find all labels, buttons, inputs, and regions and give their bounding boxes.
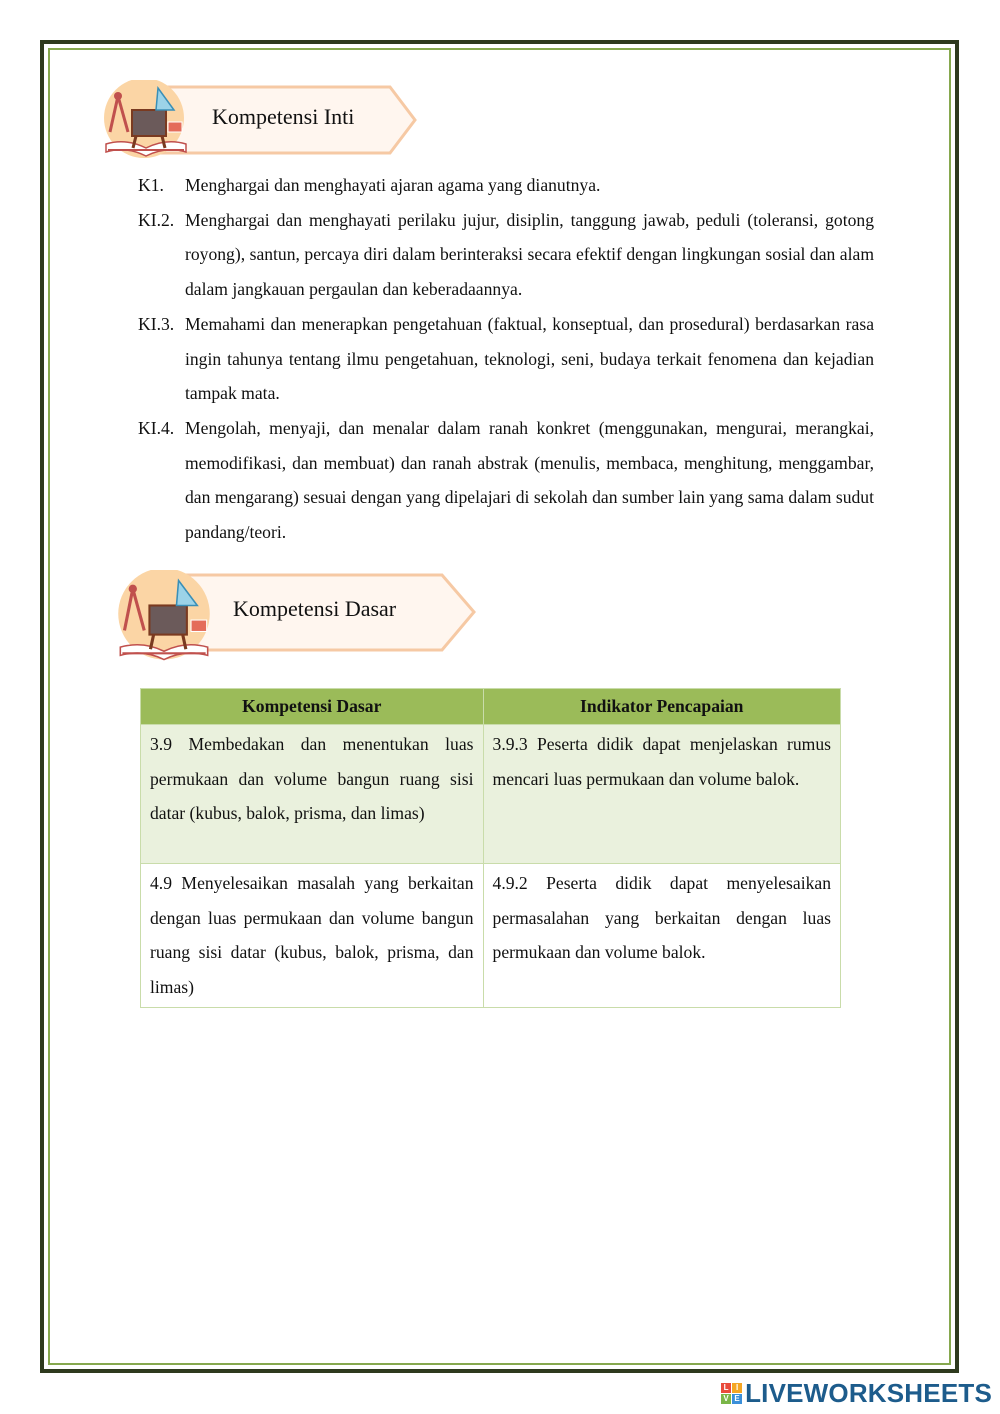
list-item xyxy=(138,168,874,203)
table-row xyxy=(141,724,841,863)
liveworksheets-logo-icon xyxy=(721,1383,742,1404)
kompetensi-inti-title: Kompetensi Inti xyxy=(212,104,355,129)
column-header: Indikator Pencapaian xyxy=(483,689,840,725)
table-cell: 3.9 Membedakan dan menentukan luas permukaan dan volume bangun ruang sisi datar (kubus, balok, prisma, dan limas) xyxy=(141,724,484,863)
ki-number: K1. xyxy=(138,175,164,195)
logo-letter: I xyxy=(732,1383,742,1393)
teaching-tools-icon xyxy=(100,80,200,162)
logo-letter: V xyxy=(721,1394,731,1404)
kompetensi-dasar-title: Kompetensi Dasar xyxy=(233,596,397,621)
table-cell: 4.9 Menyelesaikan masalah yang berkaitan dengan luas permukaan dan volume bangun ruang sisi datar (kubus, balok, prisma, dan limas) xyxy=(141,863,484,1007)
ki-text: Menghargai dan menghayati ajaran agama yang dianutnya. xyxy=(185,175,601,195)
brand-name: LIVEWORKSHEETS xyxy=(745,1378,992,1408)
ki-text: Mengolah, menyaji, dan menalar dalam ranah konkret (menggunakan, mengurai, merangkai, memodifikasi, dan membuat) dan ranah abstrak (menulis, membaca, menghitung, menggambar, dan mengarang) sesuai dengan yang dipelajari di sekolah dan sumber lain yang sama dalam sudut pandang/teori. xyxy=(185,417,874,543)
kompetensi-inti-heading xyxy=(100,80,420,160)
table-header-row xyxy=(141,689,841,725)
list-item xyxy=(138,307,874,411)
logo-letter: E xyxy=(732,1394,742,1404)
kompetensi-dasar-heading xyxy=(112,570,482,650)
logo-letter: L xyxy=(721,1383,731,1393)
table-cell: 4.9.2 Peserta didik dapat menyelesaikan permasalahan yang berkaitan dengan luas permukaan dan volume balok. xyxy=(483,863,840,1007)
ki-number: KI.3. xyxy=(138,313,175,334)
ki-text: Memahami dan menerapkan pengetahuan (faktual, konseptual, dan prosedural) berdasarkan rasa ingin tahunya tentang ilmu pengetahuan, teknologi, seni, budaya terkait fenomena dan kejadian tampak mata. xyxy=(185,313,874,404)
table-row xyxy=(141,863,841,1007)
ki-number: KI.4. xyxy=(138,417,175,438)
kompetensi-dasar-table xyxy=(140,688,841,1008)
kompetensi-inti-list xyxy=(138,168,874,550)
list-item xyxy=(138,411,874,550)
ki-text: Menghargai dan menghayati perilaku jujur, disiplin, tanggung jawab, peduli (toleransi, gotong royong), santun, percaya diri dalam berinteraksi secara efektif dengan lingkungan sosial dan alam dalam jangkauan pergaulan dan keberadaannya. xyxy=(185,209,874,300)
liveworksheets-brand[interactable] xyxy=(721,1378,992,1409)
table-cell: 3.9.3 Peserta didik dapat menjelaskan rumus mencari luas permukaan dan volume balok. xyxy=(483,724,840,863)
ki-number: KI.2. xyxy=(138,209,175,230)
column-header: Kompetensi Dasar xyxy=(141,689,484,725)
teaching-tools-icon xyxy=(112,570,216,668)
list-item xyxy=(138,203,874,307)
